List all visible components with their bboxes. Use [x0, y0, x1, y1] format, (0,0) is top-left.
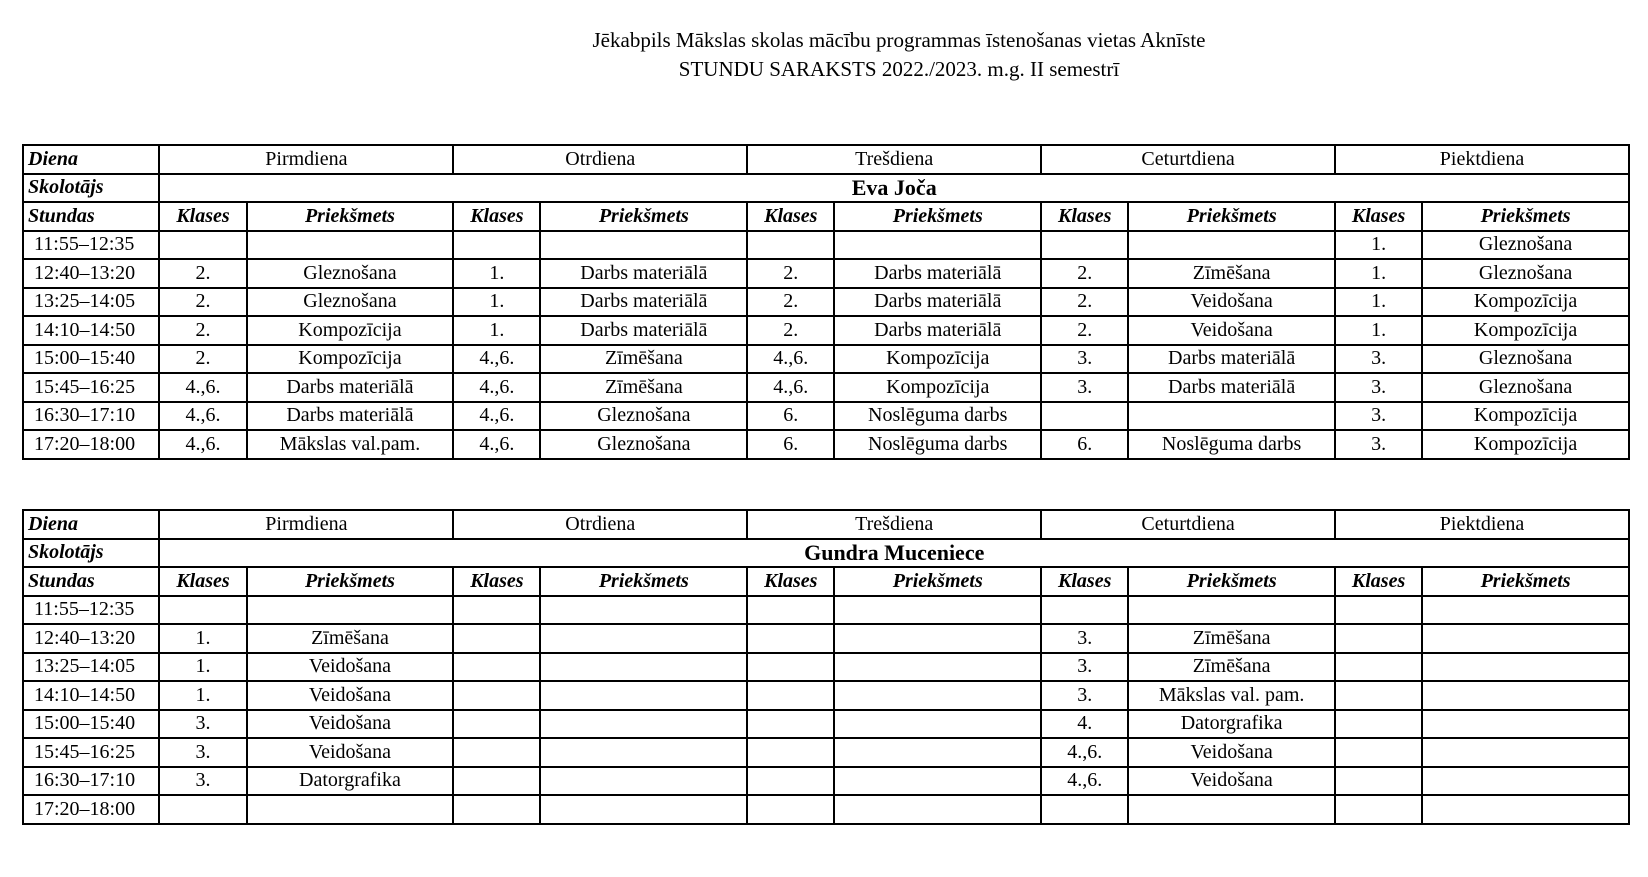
- class-cell: 2.: [747, 316, 834, 345]
- teacher-label: Skolotājs: [23, 539, 159, 568]
- subject-header: Priekšmets: [1128, 202, 1335, 231]
- subject-cell: Zīmēšana: [1128, 653, 1335, 682]
- column-header-row: [23, 567, 1629, 596]
- classes-header: Klases: [747, 567, 834, 596]
- day-header: Ceturtdiena: [1041, 510, 1335, 539]
- subject-cell: Datorgrafika: [247, 767, 454, 796]
- subject-header: Priekšmets: [1422, 567, 1629, 596]
- day-header: Trešdiena: [747, 510, 1041, 539]
- table-row: [23, 259, 1629, 288]
- class-cell: 6.: [747, 402, 834, 431]
- class-cell: 3.: [1041, 373, 1128, 402]
- class-cell: [747, 795, 834, 824]
- time-slot: 12:40–13:20: [23, 259, 159, 288]
- class-cell: 2.: [747, 288, 834, 317]
- class-cell: [747, 710, 834, 739]
- class-cell: 6.: [1041, 430, 1128, 459]
- subject-header: Priekšmets: [834, 567, 1041, 596]
- class-cell: [1335, 710, 1422, 739]
- schedule-table-1: [22, 144, 1630, 460]
- subject-cell: Kompozīcija: [1422, 288, 1629, 317]
- subject-cell: Darbs materiālā: [1128, 373, 1335, 402]
- classes-header: Klases: [1041, 567, 1128, 596]
- schedule-table-2: [22, 509, 1630, 825]
- subject-cell: Kompozīcija: [834, 345, 1041, 374]
- class-cell: 1.: [159, 681, 246, 710]
- subject-cell: [1128, 231, 1335, 260]
- subject-cell: [834, 710, 1041, 739]
- class-cell: 4.,6.: [747, 373, 834, 402]
- class-cell: [453, 767, 540, 796]
- classes-header: Klases: [159, 202, 246, 231]
- subject-cell: Gleznošana: [1422, 259, 1629, 288]
- subject-cell: Gleznošana: [1422, 373, 1629, 402]
- table-row: [23, 710, 1629, 739]
- time-slot: 15:00–15:40: [23, 710, 159, 739]
- subject-cell: Darbs materiālā: [540, 288, 747, 317]
- subject-cell: [540, 681, 747, 710]
- subject-cell: Kompozīcija: [247, 345, 454, 374]
- class-cell: [1041, 596, 1128, 625]
- class-cell: [453, 795, 540, 824]
- subject-cell: [1128, 596, 1335, 625]
- subject-cell: Kompozīcija: [834, 373, 1041, 402]
- subject-cell: [1128, 795, 1335, 824]
- class-cell: 4.,6.: [453, 430, 540, 459]
- class-cell: [453, 624, 540, 653]
- class-cell: [1041, 402, 1128, 431]
- subject-header: Priekšmets: [247, 567, 454, 596]
- class-cell: 3.: [1335, 373, 1422, 402]
- subject-header: Priekšmets: [247, 202, 454, 231]
- time-slot: 17:20–18:00: [23, 795, 159, 824]
- classes-header: Klases: [747, 202, 834, 231]
- subject-cell: Veidošana: [1128, 316, 1335, 345]
- class-cell: 3.: [1041, 345, 1128, 374]
- subject-cell: Zīmēšana: [540, 345, 747, 374]
- class-cell: 1.: [1335, 231, 1422, 260]
- class-cell: [453, 596, 540, 625]
- subject-cell: [540, 710, 747, 739]
- subject-cell: Gleznošana: [540, 402, 747, 431]
- class-cell: 2.: [159, 259, 246, 288]
- table-row: [23, 288, 1629, 317]
- time-slot: 16:30–17:10: [23, 767, 159, 796]
- subject-header: Priekšmets: [540, 202, 747, 231]
- class-cell: 1.: [159, 624, 246, 653]
- subject-cell: [1422, 710, 1629, 739]
- day-header: Pirmdiena: [159, 145, 453, 174]
- subject-cell: Gleznošana: [540, 430, 747, 459]
- classes-header: Klases: [1335, 567, 1422, 596]
- time-slot: 12:40–13:20: [23, 624, 159, 653]
- day-header: Otrdiena: [453, 510, 747, 539]
- table-row: [23, 624, 1629, 653]
- class-cell: 1.: [1335, 259, 1422, 288]
- class-cell: 3.: [1335, 430, 1422, 459]
- classes-header: Klases: [159, 567, 246, 596]
- subject-cell: [834, 231, 1041, 260]
- column-header-row: [23, 202, 1629, 231]
- class-cell: 1.: [453, 288, 540, 317]
- classes-header: Klases: [453, 202, 540, 231]
- class-cell: 1.: [453, 259, 540, 288]
- class-cell: 2.: [1041, 288, 1128, 317]
- subject-header: Priekšmets: [1128, 567, 1335, 596]
- subject-cell: [247, 596, 454, 625]
- class-cell: 2.: [159, 288, 246, 317]
- class-cell: [1335, 624, 1422, 653]
- teacher-name: Gundra Muceniece: [159, 539, 1629, 568]
- subject-cell: [1422, 795, 1629, 824]
- class-cell: 3.: [1335, 402, 1422, 431]
- hours-label: Stundas: [23, 202, 159, 231]
- class-cell: 4.,6.: [1041, 767, 1128, 796]
- subject-cell: Mākslas val. pam.: [1128, 681, 1335, 710]
- class-cell: 3.: [159, 710, 246, 739]
- time-slot: 11:55–12:35: [23, 596, 159, 625]
- class-cell: 4.,6.: [159, 402, 246, 431]
- day-header: Pirmdiena: [159, 510, 453, 539]
- subject-cell: Gleznošana: [1422, 231, 1629, 260]
- classes-header: Klases: [1335, 202, 1422, 231]
- subject-cell: [1422, 596, 1629, 625]
- table-row: [23, 402, 1629, 431]
- table-row: [23, 430, 1629, 459]
- subject-cell: [834, 624, 1041, 653]
- subject-cell: Darbs materiālā: [540, 259, 747, 288]
- classes-header: Klases: [1041, 202, 1128, 231]
- subject-cell: [540, 624, 747, 653]
- subject-cell: Zīmēšana: [540, 373, 747, 402]
- time-slot: 15:00–15:40: [23, 345, 159, 374]
- class-cell: 6.: [747, 430, 834, 459]
- table-row: [23, 231, 1629, 260]
- class-cell: 2.: [1041, 259, 1128, 288]
- subject-cell: Kompozīcija: [1422, 316, 1629, 345]
- class-cell: [747, 767, 834, 796]
- subject-cell: [540, 795, 747, 824]
- subject-header: Priekšmets: [1422, 202, 1629, 231]
- title-line-1: Jēkabpils Mākslas skolas mācību programmas īstenošanas vietas Aknīste: [592, 28, 1206, 52]
- class-cell: 2.: [1041, 316, 1128, 345]
- class-cell: [747, 231, 834, 260]
- class-cell: [747, 681, 834, 710]
- subject-cell: [540, 738, 747, 767]
- class-cell: [1335, 767, 1422, 796]
- subject-cell: [834, 795, 1041, 824]
- class-cell: 3.: [159, 767, 246, 796]
- class-cell: [159, 596, 246, 625]
- subject-cell: Darbs materiālā: [247, 373, 454, 402]
- class-cell: 2.: [747, 259, 834, 288]
- class-cell: 2.: [159, 316, 246, 345]
- subject-cell: Noslēguma darbs: [834, 402, 1041, 431]
- table-row: [23, 596, 1629, 625]
- subject-cell: [834, 596, 1041, 625]
- class-cell: [747, 624, 834, 653]
- class-cell: 4.,6.: [453, 402, 540, 431]
- subject-cell: [1422, 653, 1629, 682]
- subject-cell: Darbs materiālā: [834, 259, 1041, 288]
- class-cell: 4.,6.: [747, 345, 834, 374]
- class-cell: [453, 681, 540, 710]
- time-slot: 11:55–12:35: [23, 231, 159, 260]
- subject-cell: [247, 231, 454, 260]
- subject-cell: [1128, 402, 1335, 431]
- subject-cell: Zīmēšana: [247, 624, 454, 653]
- subject-cell: [1422, 681, 1629, 710]
- subject-cell: [1422, 624, 1629, 653]
- subject-cell: Gleznošana: [1422, 345, 1629, 374]
- day-header: Piektdiena: [1335, 510, 1629, 539]
- time-slot: 14:10–14:50: [23, 316, 159, 345]
- teacher-name: Eva Joča: [159, 174, 1629, 203]
- class-cell: [453, 738, 540, 767]
- subject-cell: Kompozīcija: [1422, 430, 1629, 459]
- table-row: [23, 767, 1629, 796]
- class-cell: 1.: [453, 316, 540, 345]
- time-slot: 15:45–16:25: [23, 738, 159, 767]
- subject-cell: Darbs materiālā: [834, 316, 1041, 345]
- subject-cell: [540, 653, 747, 682]
- hours-label: Stundas: [23, 567, 159, 596]
- subject-cell: Darbs materiālā: [1128, 345, 1335, 374]
- day-header: Ceturtdiena: [1041, 145, 1335, 174]
- document-title: [0, 26, 1648, 84]
- subject-cell: Noslēguma darbs: [834, 430, 1041, 459]
- subject-cell: [834, 653, 1041, 682]
- title-line-2: STUNDU SARAKSTS 2022./2023. m.g. II semestrī: [678, 57, 1120, 81]
- day-header-row: [23, 510, 1629, 539]
- subject-cell: Veidošana: [1128, 738, 1335, 767]
- subject-cell: Kompozīcija: [247, 316, 454, 345]
- subject-cell: [540, 231, 747, 260]
- time-slot: 16:30–17:10: [23, 402, 159, 431]
- table-row: [23, 681, 1629, 710]
- subject-cell: Veidošana: [247, 738, 454, 767]
- subject-cell: Veidošana: [247, 710, 454, 739]
- class-cell: [747, 738, 834, 767]
- class-cell: 3.: [1041, 653, 1128, 682]
- class-cell: [1041, 795, 1128, 824]
- subject-cell: [540, 596, 747, 625]
- day-label: Diena: [23, 145, 159, 174]
- subject-cell: Zīmēšana: [1128, 624, 1335, 653]
- subject-cell: Darbs materiālā: [247, 402, 454, 431]
- subject-cell: [834, 767, 1041, 796]
- time-slot: 13:25–14:05: [23, 653, 159, 682]
- class-cell: 4.: [1041, 710, 1128, 739]
- subject-cell: [247, 795, 454, 824]
- subject-cell: Gleznošana: [247, 288, 454, 317]
- teacher-row: [23, 174, 1629, 203]
- class-cell: 2.: [159, 345, 246, 374]
- class-cell: 3.: [1041, 681, 1128, 710]
- class-cell: [747, 653, 834, 682]
- time-slot: 14:10–14:50: [23, 681, 159, 710]
- subject-cell: [540, 767, 747, 796]
- table-row: [23, 738, 1629, 767]
- teacher-row: [23, 539, 1629, 568]
- class-cell: 4.,6.: [1041, 738, 1128, 767]
- subject-cell: Kompozīcija: [1422, 402, 1629, 431]
- class-cell: 1.: [159, 653, 246, 682]
- class-cell: 4.,6.: [453, 345, 540, 374]
- class-cell: [1335, 795, 1422, 824]
- subject-cell: Veidošana: [247, 681, 454, 710]
- class-cell: 3.: [1041, 624, 1128, 653]
- table-row: [23, 795, 1629, 824]
- subject-cell: [1422, 738, 1629, 767]
- class-cell: [453, 231, 540, 260]
- class-cell: [1335, 596, 1422, 625]
- time-slot: 15:45–16:25: [23, 373, 159, 402]
- subject-header: Priekšmets: [540, 567, 747, 596]
- class-cell: 4.,6.: [453, 373, 540, 402]
- classes-header: Klases: [453, 567, 540, 596]
- subject-cell: Darbs materiālā: [834, 288, 1041, 317]
- day-label: Diena: [23, 510, 159, 539]
- time-slot: 17:20–18:00: [23, 430, 159, 459]
- class-cell: [159, 795, 246, 824]
- class-cell: 3.: [1335, 345, 1422, 374]
- class-cell: 4.,6.: [159, 373, 246, 402]
- class-cell: [1335, 681, 1422, 710]
- table-row: [23, 373, 1629, 402]
- table-row: [23, 653, 1629, 682]
- day-header: Otrdiena: [453, 145, 747, 174]
- subject-cell: [834, 681, 1041, 710]
- time-slot: 13:25–14:05: [23, 288, 159, 317]
- subject-cell: Gleznošana: [247, 259, 454, 288]
- class-cell: 3.: [159, 738, 246, 767]
- subject-header: Priekšmets: [834, 202, 1041, 231]
- subject-cell: Noslēguma darbs: [1128, 430, 1335, 459]
- subject-cell: Veidošana: [247, 653, 454, 682]
- class-cell: [453, 710, 540, 739]
- day-header: Trešdiena: [747, 145, 1041, 174]
- class-cell: [159, 231, 246, 260]
- class-cell: [1041, 231, 1128, 260]
- subject-cell: Mākslas val.pam.: [247, 430, 454, 459]
- table-row: [23, 316, 1629, 345]
- table-row: [23, 345, 1629, 374]
- subject-cell: [834, 738, 1041, 767]
- subject-cell: Datorgrafika: [1128, 710, 1335, 739]
- class-cell: [747, 596, 834, 625]
- subject-cell: Zīmēšana: [1128, 259, 1335, 288]
- day-header-row: [23, 145, 1629, 174]
- teacher-label: Skolotājs: [23, 174, 159, 203]
- class-cell: [1335, 738, 1422, 767]
- class-cell: [1335, 653, 1422, 682]
- class-cell: 1.: [1335, 288, 1422, 317]
- subject-cell: Veidošana: [1128, 767, 1335, 796]
- class-cell: [453, 653, 540, 682]
- subject-cell: Veidošana: [1128, 288, 1335, 317]
- day-header: Piektdiena: [1335, 145, 1629, 174]
- class-cell: 1.: [1335, 316, 1422, 345]
- class-cell: 4.,6.: [159, 430, 246, 459]
- subject-cell: Darbs materiālā: [540, 316, 747, 345]
- subject-cell: [1422, 767, 1629, 796]
